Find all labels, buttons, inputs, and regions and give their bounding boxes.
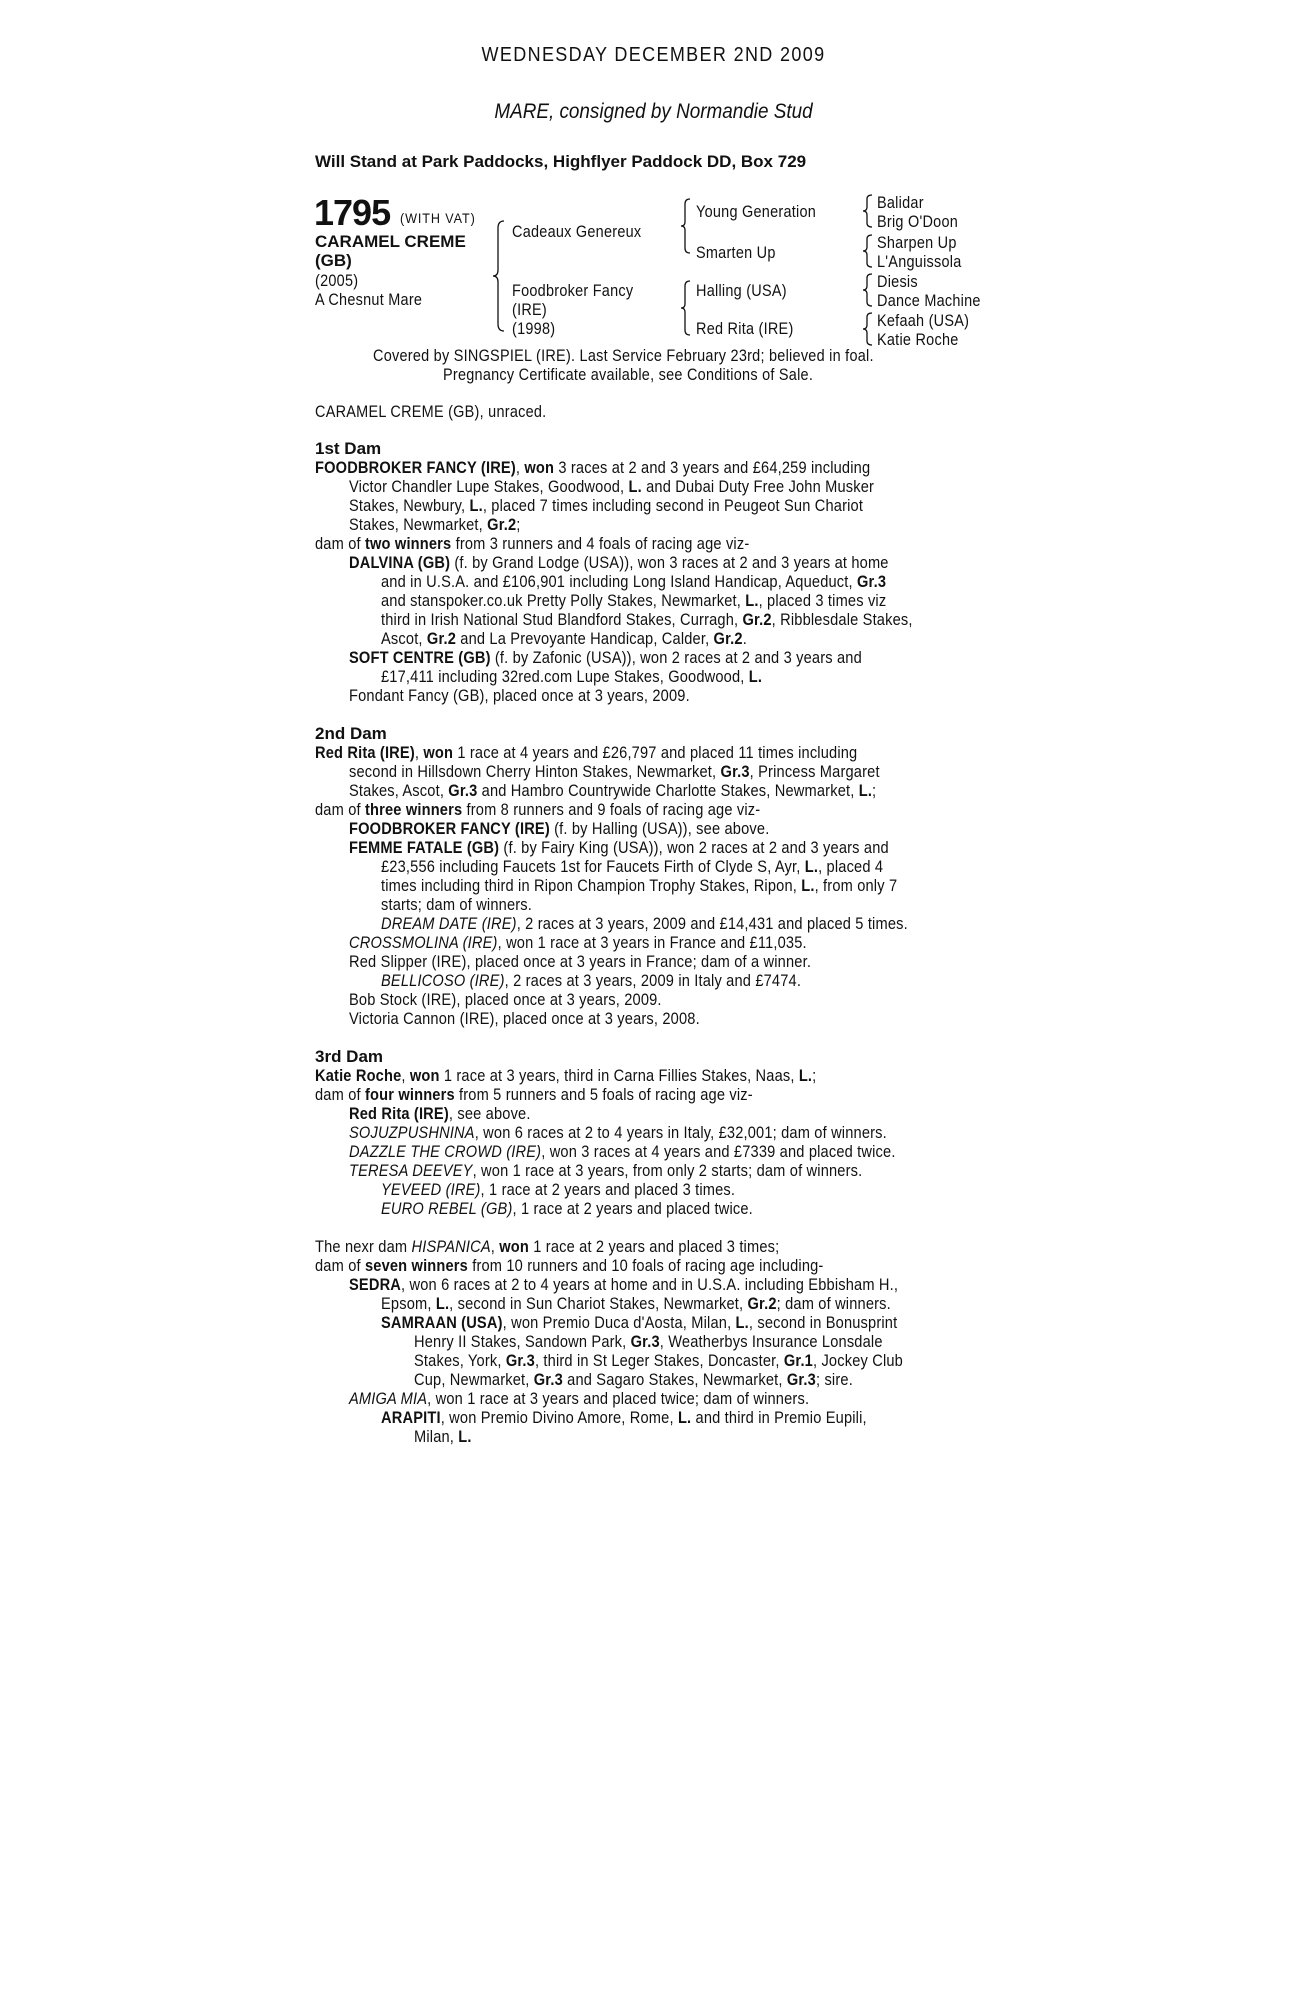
sojuzpushnina-line xyxy=(349,1123,887,1142)
text: , won 1 race at 3 years in France and £11,035. xyxy=(497,933,807,952)
text: , placed 7 times including second in Peugeot Sun Chariot xyxy=(482,496,864,515)
won-label: won xyxy=(524,458,555,477)
text: from 3 runners and 4 foals of racing age viz- xyxy=(451,534,750,553)
covering-line-1: Covered by SINGSPIEL (IRE). Last Service February 23rd; believed in foal. xyxy=(373,346,874,365)
text: and stanspoker.co.uk Pretty Polly Stakes, Newmarket, xyxy=(381,591,746,610)
group-label: Gr.3 xyxy=(786,1370,816,1389)
pedigree-dam-dam: Red Rita (IRE) xyxy=(696,319,794,338)
listed-label: L. xyxy=(858,781,873,800)
produce-name: AMIGA MIA xyxy=(349,1389,428,1408)
dam-name: Red Rita (IRE) xyxy=(315,743,415,762)
listed-label: L. xyxy=(804,857,819,876)
text: , Jockey Club xyxy=(812,1351,903,1370)
pedigree-g3-3: Sharpen Up xyxy=(877,233,957,252)
text: , won Premio Divino Amore, Rome, xyxy=(440,1408,678,1427)
bellicoso-line xyxy=(381,971,801,990)
produce-name: SAMRAAN (USA) xyxy=(381,1313,503,1332)
pedigree-brace-sire xyxy=(680,198,692,254)
pedigree-sire: Cadeaux Genereux xyxy=(512,222,642,241)
produce-name: EURO REBEL (GB) xyxy=(381,1199,513,1218)
text: from 10 runners and 10 foals of racing age including- xyxy=(467,1256,824,1275)
text: and La Prevoyante Handicap, Calder, xyxy=(456,629,714,648)
text: from 5 runners and 5 foals of racing age viz- xyxy=(454,1085,753,1104)
group-label: Gr.3 xyxy=(533,1370,563,1389)
samraan-line-4 xyxy=(414,1370,853,1389)
text: and Sagaro Stakes, Newmarket, xyxy=(562,1370,787,1389)
text: (f. by Grand Lodge (USA)), won 3 races at 2 and 3 years at home xyxy=(450,553,889,572)
produce-name: TERESA DEEVEY xyxy=(349,1161,473,1180)
text: , xyxy=(490,1237,500,1256)
horse-description: A Chesnut Mare xyxy=(315,290,423,309)
group-label: Gr.3 xyxy=(630,1332,660,1351)
first-dam-line-1: FOODBROKER FANCY (IRE), won 3 races at 2 and 3 years and £64,259 including xyxy=(315,458,871,477)
euro-rebel-line xyxy=(381,1199,753,1218)
first-dam-line-3 xyxy=(349,496,863,515)
sedra-line-2 xyxy=(381,1294,891,1313)
produce-name: BELLICOSO (IRE) xyxy=(381,971,505,990)
lot-number: 1795 xyxy=(314,192,391,233)
sale-date: WEDNESDAY DECEMBER 2ND 2009 xyxy=(481,44,826,66)
dam-name: Katie Roche xyxy=(315,1066,402,1085)
pedigree-brace-dd xyxy=(862,312,874,346)
group-label: Gr.3 xyxy=(505,1351,535,1370)
pedigree-g3-8: Katie Roche xyxy=(877,330,959,349)
produce-name: FOODBROKER FANCY (IRE) xyxy=(349,819,550,838)
text: ; xyxy=(812,1066,817,1085)
pedigree-g3-4: L'Anguissola xyxy=(877,252,962,271)
text: Cup, Newmarket, xyxy=(414,1370,534,1389)
text: and Dubai Duty Free John Musker xyxy=(641,477,875,496)
pedigree-brace-main xyxy=(492,220,506,332)
yeveed-line xyxy=(381,1180,735,1199)
first-dam-heading: 1st Dam xyxy=(315,439,382,458)
pedigree-sire-sire: Young Generation xyxy=(696,202,817,221)
produce-name: DAZZLE THE CROWD (IRE) xyxy=(349,1142,542,1161)
second-dam-produce-summary xyxy=(315,800,760,819)
teresa-line xyxy=(349,1161,862,1180)
group-label: Gr.2 xyxy=(713,629,743,648)
text: , Weatherbys Insurance Lonsdale xyxy=(659,1332,883,1351)
text: dam of xyxy=(315,800,365,819)
group-label: Gr.3 xyxy=(856,572,887,591)
produce-name: SOFT CENTRE (GB) xyxy=(349,648,491,667)
listed-label: L. xyxy=(435,1294,450,1313)
winners-count: four winners xyxy=(364,1085,455,1104)
produce-name: DALVINA (GB) xyxy=(349,553,451,572)
text: , placed 4 xyxy=(818,857,884,876)
text: 3 races at 2 and 3 years and £64,259 including xyxy=(554,458,871,477)
bob-stock-line: Bob Stock (IRE), placed once at 3 years, 2009. xyxy=(349,990,662,1009)
third-dam-heading: 3rd Dam xyxy=(315,1047,384,1066)
dam-name: FOODBROKER FANCY (IRE) xyxy=(315,458,516,477)
text: Victor Chandler Lupe Stakes, Goodwood, xyxy=(349,477,629,496)
dalvina-line-5 xyxy=(381,629,747,648)
text: dam of xyxy=(315,534,365,553)
group-label: Gr.2 xyxy=(742,610,772,629)
group-label: Gr.3 xyxy=(448,781,478,800)
next-dam-line-1 xyxy=(315,1237,779,1256)
first-dam-line-4 xyxy=(349,515,521,534)
dalvina-line-2 xyxy=(381,572,886,591)
text: The nexr dam xyxy=(315,1237,412,1256)
text: Henry II Stakes, Sandown Park, xyxy=(414,1332,631,1351)
text: 1 race at 4 years and £26,797 and placed 11 times including xyxy=(453,743,858,762)
text: , 2 races at 3 years, 2009 in Italy and £7474. xyxy=(504,971,802,990)
dalvina-line-3 xyxy=(381,591,886,610)
sedra-line-1 xyxy=(349,1275,898,1294)
text: ; sire. xyxy=(815,1370,853,1389)
text: £17,411 including 32red.com Lupe Stakes, Goodwood, xyxy=(381,667,749,686)
winners-count: seven winners xyxy=(364,1256,468,1275)
femme-fatale-line-1 xyxy=(349,838,889,857)
listed-label: L. xyxy=(458,1427,472,1446)
pedigree-g3-2: Brig O'Doon xyxy=(877,212,959,231)
crossmolina-line xyxy=(349,933,807,952)
samraan-line-3 xyxy=(414,1351,903,1370)
horse-country: (GB) xyxy=(315,251,352,270)
text: and third in Premio Eupili, xyxy=(691,1408,867,1427)
text: (f. by Zafonic (USA)), won 2 races at 2 and 3 years and xyxy=(490,648,862,667)
text: 1 race at 2 years and placed 3 times; xyxy=(529,1237,780,1256)
listed-label: L. xyxy=(628,477,642,496)
dream-date-line xyxy=(381,914,908,933)
text: dam of xyxy=(315,1256,365,1275)
intro-line: CARAMEL CREME (GB), unraced. xyxy=(315,402,547,421)
pedigree-g3-6: Dance Machine xyxy=(877,291,981,310)
foodbroker-line xyxy=(349,819,769,838)
text: ; dam of winners. xyxy=(776,1294,891,1313)
listed-label: L. xyxy=(469,496,483,515)
pedigree-brace-ss xyxy=(862,194,874,228)
text: . xyxy=(742,629,747,648)
second-dam-line-3 xyxy=(349,781,876,800)
text: ; xyxy=(872,781,877,800)
text: , won 6 races at 2 to 4 years in Italy, £32,001; dam of winners. xyxy=(474,1123,887,1142)
produce-name: CROSSMOLINA (IRE) xyxy=(349,933,498,952)
stand-location: Will Stand at Park Paddocks, Highflyer Paddock DD, Box 729 xyxy=(315,152,807,171)
pedigree-brace-ds xyxy=(862,273,874,307)
text: Milan, xyxy=(414,1427,459,1446)
victoria-cannon-line: Victoria Cannon (IRE), placed once at 3 years, 2008. xyxy=(349,1009,700,1028)
pedigree-g3-5: Diesis xyxy=(877,272,918,291)
text: (f. by Halling (USA)), see above. xyxy=(549,819,770,838)
listed-label: L. xyxy=(748,667,763,686)
amiga-mia-line xyxy=(349,1389,809,1408)
produce-name: DREAM DATE (IRE) xyxy=(381,914,517,933)
won-label: won xyxy=(409,1066,440,1085)
fondant-line: Fondant Fancy (GB), placed once at 3 years, 2009. xyxy=(349,686,690,705)
text: , 1 race at 2 years and placed twice. xyxy=(512,1199,753,1218)
text: , Princess Margaret xyxy=(749,762,880,781)
text: Stakes, Ascot, xyxy=(349,781,449,800)
samraan-line-1 xyxy=(381,1313,897,1332)
horse-year: (2005) xyxy=(315,271,359,290)
text: , won 3 races at 4 years and £7339 and placed twice. xyxy=(541,1142,896,1161)
text: second in Hillsdown Cherry Hinton Stakes, Newmarket, xyxy=(349,762,721,781)
text: , placed 3 times viz xyxy=(758,591,887,610)
won-label: won xyxy=(499,1237,530,1256)
horse-name: CARAMEL CREME xyxy=(315,232,466,251)
listed-label: L. xyxy=(801,876,815,895)
produce-name: ARAPITI xyxy=(381,1408,441,1427)
produce-name: YEVEED (IRE) xyxy=(381,1180,481,1199)
pedigree-sire-dam: Smarten Up xyxy=(696,243,776,262)
pedigree-dam-country: (IRE) xyxy=(512,300,547,319)
covering-line-2: Pregnancy Certificate available, see Conditions of Sale. xyxy=(443,365,814,384)
winners-count: two winners xyxy=(364,534,452,553)
text: Ascot, xyxy=(381,629,427,648)
pedigree-dam-sire: Halling (USA) xyxy=(696,281,787,300)
text: dam of xyxy=(315,1085,365,1104)
produce-name: SOJUZPUSHNINA xyxy=(349,1123,475,1142)
text: , second in Sun Chariot Stakes, Newmarket, xyxy=(449,1294,748,1313)
text: times including third in Ripon Champion Trophy Stakes, Ripon, xyxy=(381,876,802,895)
first-dam-produce-summary xyxy=(315,534,749,553)
pedigree-dam: Foodbroker Fancy xyxy=(512,281,634,300)
second-dam-line-2 xyxy=(349,762,880,781)
text: (f. by Fairy King (USA)), won 2 races at 2 and 3 years and xyxy=(499,838,889,857)
text: , 2 races at 3 years, 2009 and £14,431 and placed 5 times. xyxy=(516,914,908,933)
produce-name: FEMME FATALE (GB) xyxy=(349,838,500,857)
third-dam-line-1: Katie Roche, won 1 race at 3 years, third in Carna Fillies Stakes, Naas, L.; xyxy=(315,1066,817,1085)
pedigree-dam-year: (1998) xyxy=(512,319,556,338)
arapiti-line-1 xyxy=(381,1408,867,1427)
text: from 8 runners and 9 foals of racing age viz- xyxy=(462,800,761,819)
text: , second in Bonusprint xyxy=(748,1313,898,1332)
soft-centre-line-1 xyxy=(349,648,862,667)
listed-label: L. xyxy=(677,1408,692,1427)
text: , from only 7 xyxy=(814,876,898,895)
text: , see above. xyxy=(448,1104,531,1123)
dazzle-line xyxy=(349,1142,896,1161)
text: , third in St Leger Stakes, Doncaster, xyxy=(534,1351,784,1370)
dalvina-line-1 xyxy=(349,553,889,572)
text: Stakes, Newmarket, xyxy=(349,515,488,534)
consignment-line: MARE, consigned by Normandie Stud xyxy=(494,100,813,123)
text: £23,556 including Faucets 1st for Faucets Firth of Clyde S, Ayr, xyxy=(381,857,805,876)
second-dam-heading: 2nd Dam xyxy=(315,724,387,743)
group-label: Gr.2 xyxy=(747,1294,777,1313)
arapiti-line-2 xyxy=(414,1427,472,1446)
dalvina-line-4 xyxy=(381,610,913,629)
pedigree-g3-1: Balidar xyxy=(877,193,924,212)
text: and in U.S.A. and £106,901 including Long Island Handicap, Aqueduct, xyxy=(381,572,857,591)
text: third in Irish National Stud Blandford Stakes, Curragh, xyxy=(381,610,743,629)
text: , won 1 race at 3 years, from only 2 starts; dam of winners. xyxy=(472,1161,863,1180)
text: Stakes, Newbury, xyxy=(349,496,470,515)
text: , won 1 race at 3 years and placed twice; dam of winners. xyxy=(427,1389,810,1408)
text: and Hambro Countrywide Charlotte Stakes, Newmarket, xyxy=(477,781,859,800)
second-dam-line-1: Red Rita (IRE), won 1 race at 4 years and £26,797 and placed 11 times including xyxy=(315,743,858,762)
red-rita-line xyxy=(349,1104,531,1123)
text: , won Premio Duca d'Aosta, Milan, xyxy=(502,1313,736,1332)
listed-label: L. xyxy=(745,591,759,610)
pedigree-g3-7: Kefaah (USA) xyxy=(877,311,970,330)
listed-label: L. xyxy=(798,1066,813,1085)
text: , Ribblesdale Stakes, xyxy=(771,610,913,629)
produce-name: Red Rita (IRE) xyxy=(349,1104,449,1123)
text: , won 6 races at 2 to 4 years at home and in U.S.A. including Ebbisham H., xyxy=(401,1275,899,1294)
first-dam-line-2 xyxy=(349,477,1009,496)
listed-label: L. xyxy=(735,1313,749,1332)
text: , 1 race at 2 years and placed 3 times. xyxy=(480,1180,736,1199)
next-dam-produce-summary xyxy=(315,1256,823,1275)
text: 1 race at 3 years, third in Carna Fillies Stakes, Naas, xyxy=(439,1066,799,1085)
group-label: Gr.1 xyxy=(783,1351,813,1370)
third-dam-produce-summary xyxy=(315,1085,753,1104)
samraan-line-2 xyxy=(414,1332,883,1351)
vat-note: (WITH VAT) xyxy=(400,210,476,226)
produce-name: SEDRA xyxy=(349,1275,402,1294)
red-slipper-line: Red Slipper (IRE), placed once at 3 years in France; dam of a winner. xyxy=(349,952,812,971)
winners-count: three winners xyxy=(364,800,463,819)
femme-fatale-line-3 xyxy=(381,876,897,895)
pedigree-brace-sd xyxy=(862,234,874,268)
text: ; xyxy=(516,515,521,534)
group-label: Gr.2 xyxy=(426,629,457,648)
won-label: won xyxy=(423,743,454,762)
group-label: Gr.3 xyxy=(720,762,750,781)
dam-name: HISPANICA xyxy=(411,1237,491,1256)
femme-fatale-line-2 xyxy=(381,857,883,876)
soft-centre-line-2 xyxy=(381,667,762,686)
group-label: Gr.2 xyxy=(487,515,517,534)
femme-fatale-line-4: starts; dam of winners. xyxy=(381,895,533,914)
text: Stakes, York, xyxy=(414,1351,506,1370)
text: Epsom, xyxy=(381,1294,436,1313)
pedigree-brace-dam xyxy=(680,280,692,336)
